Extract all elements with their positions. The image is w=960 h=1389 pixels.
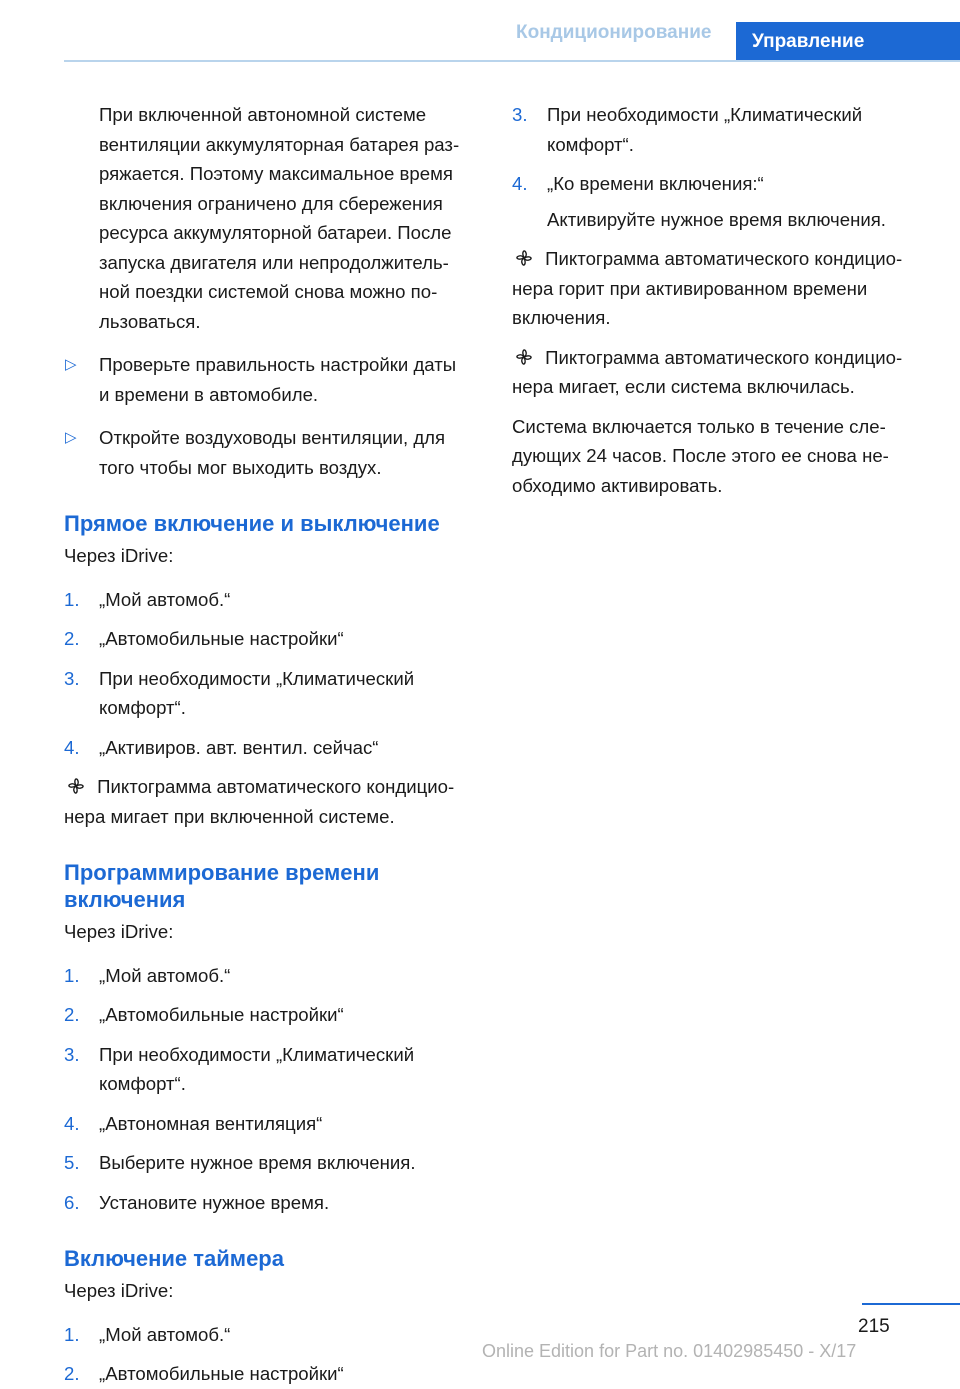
text-line: нера мигает, если система включилась.	[512, 376, 855, 397]
step-number: 4.	[64, 736, 80, 758]
text-line: Проверьте правильность настройки даты	[99, 354, 457, 375]
fan-icon	[512, 248, 536, 268]
text-line: комфорт“.	[99, 697, 186, 718]
fan-icon	[64, 776, 88, 796]
list-item	[64, 1000, 482, 1030]
via-idrive: Через iDrive:	[64, 1280, 174, 1301]
list-item	[64, 1109, 482, 1139]
text-line: При включенной автономной системе	[99, 104, 427, 125]
note-paragraph	[512, 343, 922, 402]
list-item	[64, 1040, 482, 1099]
text-line: Установите нужное время.	[99, 1191, 330, 1213]
text-line: нера горит при активированном времени	[512, 277, 868, 299]
header-rule	[64, 60, 960, 62]
step-number: 4.	[64, 1112, 80, 1134]
text-line: Выберите нужное время включения.	[99, 1152, 416, 1173]
step-number: 1.	[64, 964, 80, 986]
list-item	[64, 733, 482, 763]
step-sub-text: Активируйте нужное время включения.	[547, 208, 886, 230]
list-item	[512, 169, 922, 234]
text-line: того чтобы мог выходить воздух.	[99, 456, 382, 478]
left-column	[64, 100, 482, 1389]
text-line: Пиктограмма автоматического кондицио-	[545, 346, 903, 368]
text-line: „Автономная вентиляция“	[99, 1112, 323, 1134]
list-item	[64, 1148, 482, 1178]
section-heading: Включение таймера	[64, 1246, 284, 1271]
step-number: 2.	[64, 1004, 80, 1025]
bullet-item	[64, 350, 482, 409]
text-line: „Мой автомоб.“	[99, 1323, 231, 1345]
text-line: ряжается. Поэтому максимальное время	[99, 163, 453, 184]
step-number: 3.	[512, 104, 528, 125]
text-line: и времени в автомобиле.	[99, 383, 319, 405]
text-line: включения ограничено для сбережения	[99, 192, 443, 214]
step-number: 2.	[64, 628, 80, 649]
text-line: дующих 24 часов. После этого ее снова не-	[512, 445, 889, 466]
text-line: Откройте воздуховоды вентиляции, для	[99, 427, 446, 448]
text-line: запуска двигателя или непродолжитель-	[99, 251, 449, 273]
list-item	[64, 1188, 482, 1218]
section-heading	[64, 859, 482, 913]
text-line: вентиляции аккумуляторная батарея раз-	[99, 133, 460, 155]
heading-line: Программирование времени	[64, 860, 380, 885]
triangle-right-icon: ▷	[65, 356, 77, 373]
chapter-tab: Управление	[736, 22, 960, 61]
edition-watermark: Online Edition for Part no. 01402985450 - X/17	[482, 1341, 857, 1361]
step-number: 1.	[64, 1323, 80, 1345]
text-line: „Ко времени включения:“	[547, 173, 764, 194]
bullet-item	[64, 423, 482, 482]
section-tab: Кондиционирование	[516, 22, 712, 43]
footer-rule	[862, 1303, 960, 1305]
intro-paragraph	[64, 100, 482, 336]
text-line: обходимо активировать.	[512, 474, 723, 496]
list-item	[64, 585, 482, 615]
text-line: Пиктограмма автоматического кондицио-	[545, 248, 903, 269]
text-line: нера мигает при включенной системе.	[64, 805, 395, 827]
text-line: „Автомобильные настройки“	[99, 1363, 344, 1384]
text-line: „Активиров. авт. вентил. сейчас“	[99, 736, 379, 758]
text-line: льзоваться.	[99, 310, 201, 332]
text-line: „Автомобильные настройки“	[99, 1004, 344, 1025]
text-line: При необходимости „Климатический	[99, 1043, 415, 1065]
text-line: „Мой автомоб.“	[99, 588, 231, 610]
text-line: Система включается только в течение сле-	[512, 415, 886, 437]
list-item	[64, 664, 482, 723]
list-item	[512, 100, 922, 159]
step-number: 2.	[64, 1363, 80, 1384]
step-number: 3.	[64, 667, 80, 689]
section-heading: Прямое включение и выключение	[64, 511, 440, 536]
text-line: „Автомобильные настройки“	[99, 628, 344, 649]
step-number: 5.	[64, 1152, 80, 1173]
text-line: При необходимости „Климатический	[99, 667, 415, 689]
text-line: комфорт“.	[547, 133, 634, 155]
list-item	[64, 624, 482, 654]
page-number: 215	[858, 1316, 890, 1337]
text-line: „Мой автомоб.“	[99, 964, 231, 986]
text-line: ресурса аккумуляторной батареи. После	[99, 222, 452, 243]
text-line: ной поездки системой снова можно по-	[99, 281, 438, 302]
step-number: 4.	[512, 173, 528, 194]
triangle-right-icon: ▷	[65, 429, 77, 446]
step-number: 6.	[64, 1191, 80, 1213]
list-item	[64, 961, 482, 991]
note-paragraph	[512, 244, 922, 333]
text-line: Пиктограмма автоматического кондицио-	[97, 776, 455, 797]
body-paragraph	[512, 412, 922, 501]
list-item	[64, 1320, 482, 1350]
via-idrive: Через iDrive:	[64, 921, 174, 942]
text-line: комфорт“.	[99, 1073, 186, 1094]
step-number: 3.	[64, 1043, 80, 1065]
list-item	[64, 1359, 482, 1389]
heading-line: включения	[64, 887, 186, 912]
step-number: 1.	[64, 588, 80, 610]
right-column	[512, 100, 922, 500]
via-idrive: Через iDrive:	[64, 545, 174, 566]
fan-icon	[512, 347, 536, 367]
text-line: При необходимости „Климатический	[547, 104, 863, 125]
note-paragraph	[64, 772, 482, 831]
text-line: включения.	[512, 307, 611, 328]
